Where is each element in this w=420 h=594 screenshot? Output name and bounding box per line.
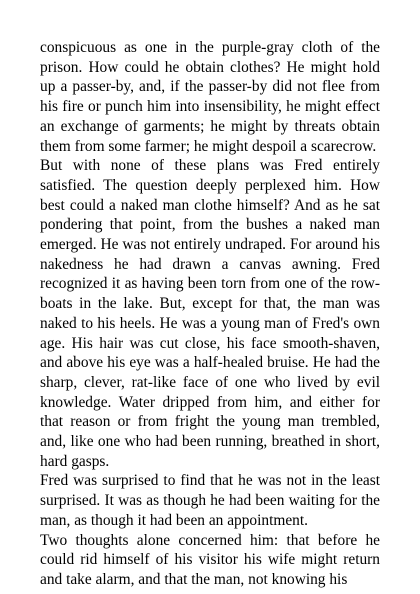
paragraph-not-surprised: Fred was surprised to find that he was not in the least surprised. It was as though he had been waiting for the man, as though it had been an appointment.	[40, 472, 380, 529]
book-page	[40, 38, 380, 590]
paragraph-prison-clothes: conspicuous as one in the purple-gray cloth of the prison. How could he obtain clothes? He might hold up a passer-by, and, if the passer-by did not flee from his fire or punch him into insensibility, he might effect an exchange of garments; he might by threats obtain them from some farmer; he might despoil a scarecrow.	[40, 39, 380, 155]
paragraph-two-thoughts: Two thoughts alone concerned him: that before he could rid himself of his visitor his wife might return and take alarm, and that the man, not knowing his	[40, 531, 380, 588]
paragraph-naked-man-emerges: But with none of these plans was Fred entirely satisfied. The question deeply perplexed him. How best could a naked man clothe himself? And as he sat pondering that point, from the bushes a naked man emerged. He was not entirely undraped. For around his nakedness he had drawn a canvas awning. Fred recognized it as having been torn from one of the row-boats in the lake. But, except for that, the man was naked to his heels. He was a young man of Fred's own age. His hair was cut close, his face smooth-shaven, and above his eye was a half-healed bruise. He had the sharp, clever, rat-like face of one who lived by evil knowledge. Water dripped from him, and either for that reason or from fright the young man trembled, and, like one who had been running, breathed in short, hard gasps.	[40, 157, 380, 470]
